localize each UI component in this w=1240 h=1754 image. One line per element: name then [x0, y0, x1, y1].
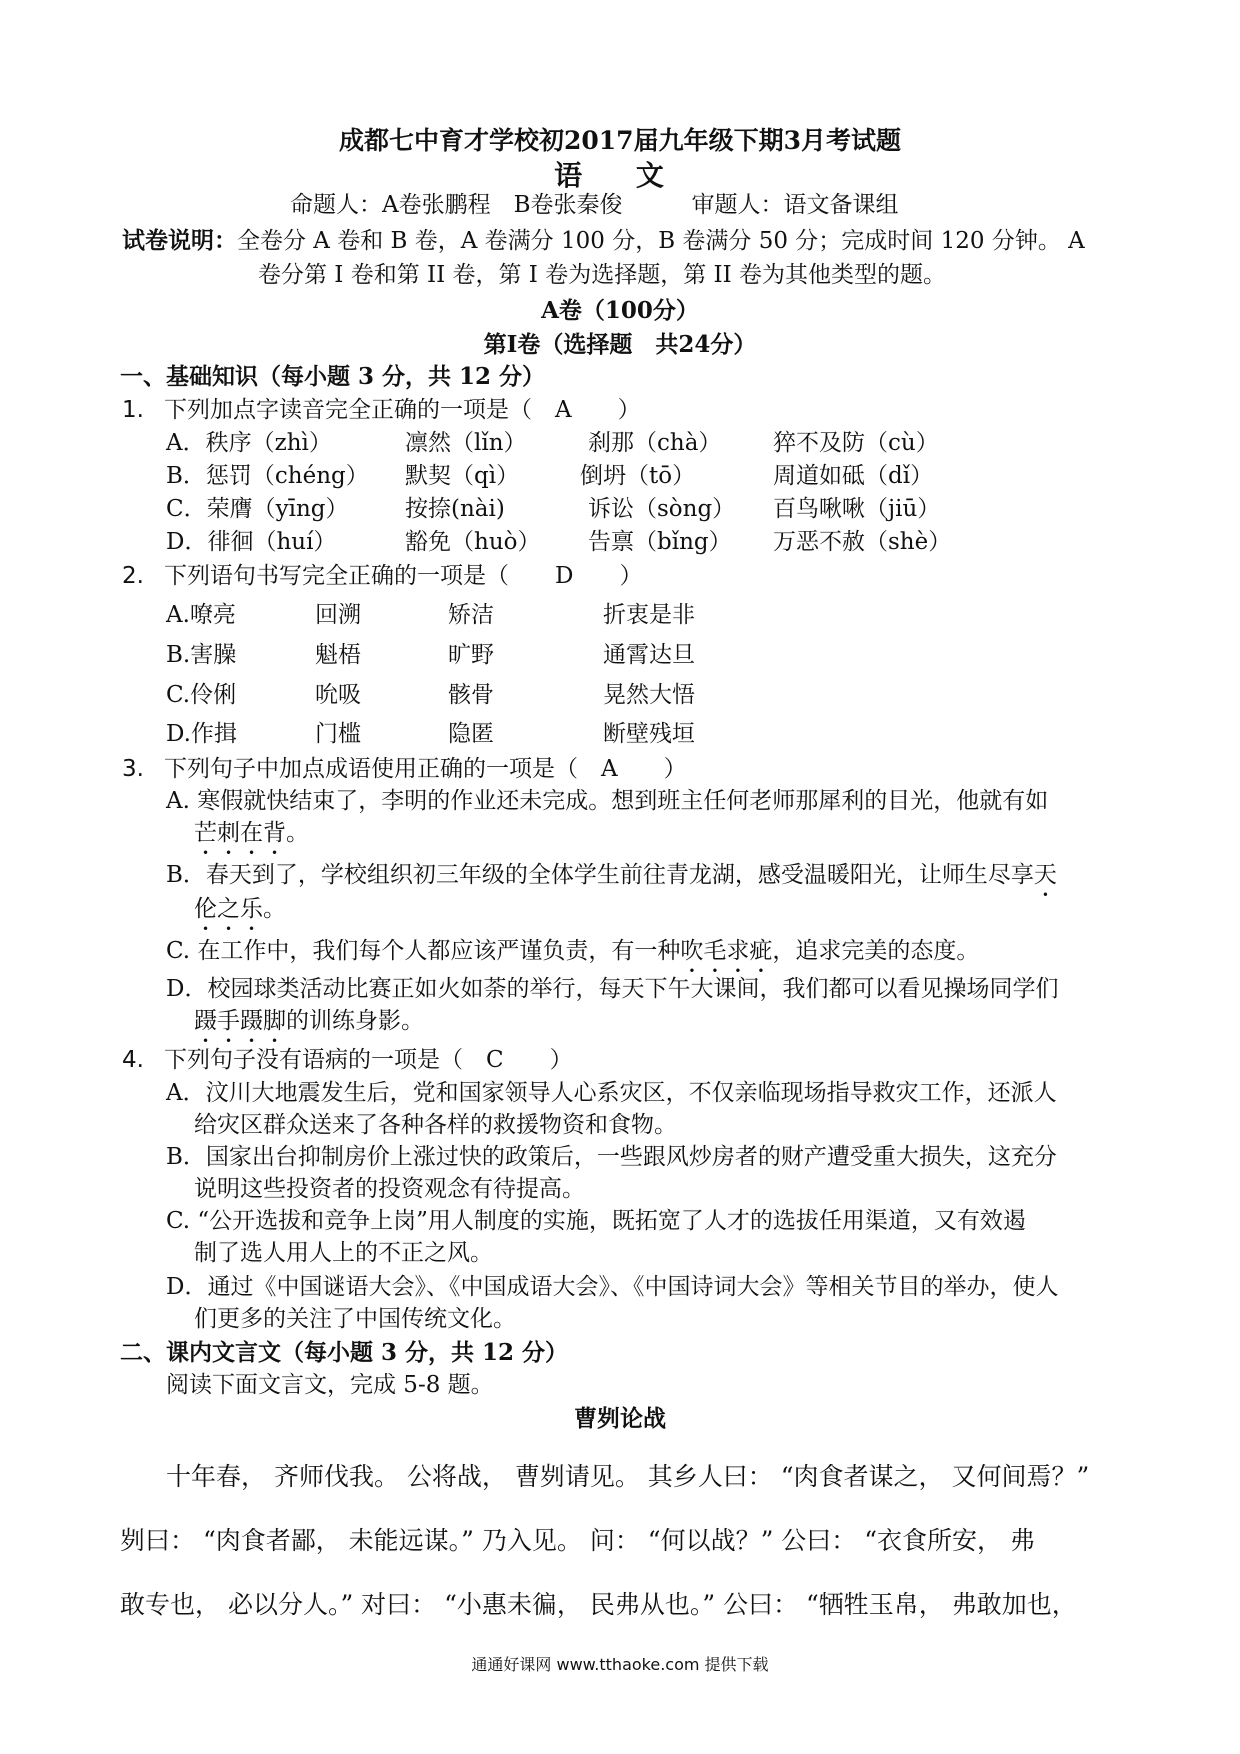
passage-title: 曹刿论战 [574, 1405, 666, 1432]
exam-note-text1: 全卷分 A 卷和 B 卷，A 卷满分 100 分，B 卷满分 50 分；完成时间 120 分钟。 A [237, 228, 1085, 254]
q3-idiom-d: 蹑手蹑脚 [194, 1008, 286, 1034]
q4-option-c-line1: C. “公开选拔和竞争上岗”用人制度的实施，既拓宽了人才的选拔任用渠道，又有效遏 [166, 1208, 1026, 1234]
q3-idiom-a: 芒刺在背 [194, 820, 286, 846]
q1-option-b-1: B．惩罚（chéng） [166, 463, 369, 489]
q2-option-d-3: 隐匿 [448, 721, 494, 747]
q2-option-d-2: 门槛 [315, 721, 361, 747]
q3-option-d-line1: D．校园球类活动比赛正如火如荼的举行，每天下午大课间，我们都可以看见操场同学们 [166, 976, 1059, 1002]
q4-option-b-line1: B．国家出台抑制房价上涨过快的政策后，一些跟风炒房者的财产遭受重大损失，这充分 [166, 1144, 1057, 1170]
q2-option-a-3: 矫洁 [448, 602, 494, 628]
passage-line3: 敢专也， 必以分人。” 对曰： “小惠未徧， 民弗从也。” 公曰： “牺牲玉帛， 弗敢加也， [120, 1590, 1077, 1619]
q3-option-d-line2 [194, 1006, 424, 1048]
q3-option-a-line1: A. 寒假就快结束了，李明的作业还未完成。想到班主任何老师那犀利的目光，他就有如 [166, 788, 1049, 814]
q3-option-c-end: ，追求完美的态度。 [772, 938, 980, 964]
q2-stem: 下列语句书写完全正确的一项是（ D ） [164, 563, 643, 589]
q3-idiom-b-part1: 天 [1033, 862, 1057, 888]
q1-option-a-3: 刹那（chà） [588, 430, 722, 456]
section2-heading: 二、课内文言文（每小题 3 分，共 12 分） [120, 1339, 569, 1366]
authors-line: 命题人：A卷张鹏程 B卷张秦俊 审题人：语文备课组 [290, 192, 899, 218]
q4-option-d-line2: 们更多的关注了中国传统文化。 [194, 1306, 516, 1332]
q3-option-c [166, 936, 979, 978]
q2-option-b-1: B.害臊 [166, 642, 237, 668]
q4-number: 4. [122, 1047, 144, 1073]
exam-note-label: 试卷说明： [122, 227, 237, 254]
q2-option-b-4: 通霄达旦 [603, 642, 695, 668]
q3-option-b-end: 。 [263, 896, 286, 922]
q4-option-a-line1: A．汶川大地震发生后，党和国家领导人心系灾区，不仅亲临现场指导救灾工作，还派人 [166, 1080, 1057, 1106]
section2-instruction: 阅读下面文言文，完成 5-8 题。 [166, 1372, 494, 1398]
q3-option-b-line1 [166, 860, 1057, 902]
q2-option-c-4: 晃然大悟 [603, 682, 695, 708]
q2-option-d-1: D.作揖 [166, 721, 237, 747]
part-title: 第Ⅰ卷（选择题 共24分） [483, 331, 757, 358]
q4-option-d-line1: D．通过《中国谜语大会》、《中国成语大会》、《中国诗词大会》等相关节目的举办，使人 [166, 1274, 1059, 1300]
passage-line2: 刿曰： “肉食者鄙， 未能远谋。” 乃入见。 问： “何以战？” 公曰： “衣食所安， 弗 [120, 1526, 1035, 1555]
q1-option-c-2: 按捺(nài) [405, 496, 505, 522]
q2-option-c-2: 吮吸 [315, 682, 361, 708]
q1-option-d-2: 豁免（huò） [405, 529, 541, 555]
footer-text: 通通好课网 www.tthaoke.com 提供下载 [471, 1655, 769, 1674]
q1-number: 1. [122, 397, 144, 423]
q3-stem: 下列句子中加点成语使用正确的一项是（ A ） [164, 756, 687, 782]
volume-title: A卷（100分） [541, 297, 699, 324]
q1-option-d-4: 万恶不赦（shè） [773, 529, 952, 555]
section1-heading: 一、基础知识（每小题 3 分，共 12 分） [120, 363, 546, 390]
q1-stem: 下列加点字读音完全正确的一项是（ A ） [164, 397, 641, 423]
q1-option-c-3: 诉讼（sòng） [588, 496, 736, 522]
q3-option-b-line2 [194, 894, 286, 936]
exam-note-line1 [122, 226, 1085, 256]
q3-option-a-line2 [194, 818, 309, 860]
exam-note-line2: 卷分第 I 卷和第 II 卷，第 I 卷为选择题，第 II 卷为其他类型的题。 [258, 262, 947, 288]
q4-option-a-line2: 给灾区群众送来了各种各样的救援物资和食物。 [194, 1112, 677, 1138]
exam-title: 成都七中育才学校初2017届九年级下期3月考试题 [339, 126, 901, 155]
q2-number: 2. [122, 563, 144, 589]
q3-idiom-c: 吹毛求疵 [680, 938, 773, 964]
q1-option-c-4: 百鸟啾啾（jiū） [773, 496, 941, 522]
q4-option-b-line2: 说明这些投资者的投资观念有待提高。 [194, 1176, 585, 1202]
q4-stem: 下列句子没有语病的一项是（ C ） [164, 1047, 573, 1073]
q3-idiom-b-part2: 伦之乐 [194, 896, 263, 922]
q1-option-a-4: 猝不及防（cù） [773, 430, 939, 456]
q2-option-b-3: 旷野 [448, 642, 494, 668]
q4-option-c-line2: 制了选人用人上的不正之风。 [194, 1240, 493, 1266]
q1-option-d-3: 告禀（bǐng） [588, 529, 732, 555]
q3-option-c-text: C. 在工作中，我们每个人都应该严谨负责，有一种 [166, 938, 681, 964]
q2-option-a-4: 折衷是非 [603, 602, 695, 628]
q1-option-c-1: C．荣膺（yīng） [166, 496, 349, 522]
q2-option-b-2: 魁梧 [315, 642, 361, 668]
q1-option-d-1: D．徘徊（huí） [166, 529, 337, 555]
q2-option-d-4: 断壁残垣 [603, 721, 695, 747]
q3-option-a-end: 。 [286, 820, 309, 846]
q2-option-c-1: C.伶俐 [166, 682, 237, 708]
q3-option-d-end: 的训练身影。 [286, 1008, 424, 1034]
q2-option-a-1: A.嘹亮 [166, 602, 236, 628]
q1-option-b-3: 倒坍（tō） [580, 463, 696, 489]
q2-option-a-2: 回溯 [315, 602, 361, 628]
q1-option-b-2: 默契（qì） [405, 463, 520, 489]
subject-title: 语 文 [554, 159, 686, 192]
q3-option-b-text: B．春天到了，学校组织初三年级的全体学生前往青龙湖，感受温暖阳光，让师生尽享 [166, 862, 1034, 888]
q2-option-c-3: 骸骨 [448, 682, 494, 708]
q1-option-a-1: A．秩序（zhì） [166, 430, 332, 456]
passage-line1: 十年春， 齐师伐我。 公将战， 曹刿请见。 其乡人曰： “肉食者谋之， 又何间焉？” [166, 1462, 1090, 1491]
q3-number: 3. [122, 756, 144, 782]
q1-option-a-2: 凛然（lǐn） [405, 430, 527, 456]
q1-option-b-4: 周道如砥（dǐ） [773, 463, 934, 489]
